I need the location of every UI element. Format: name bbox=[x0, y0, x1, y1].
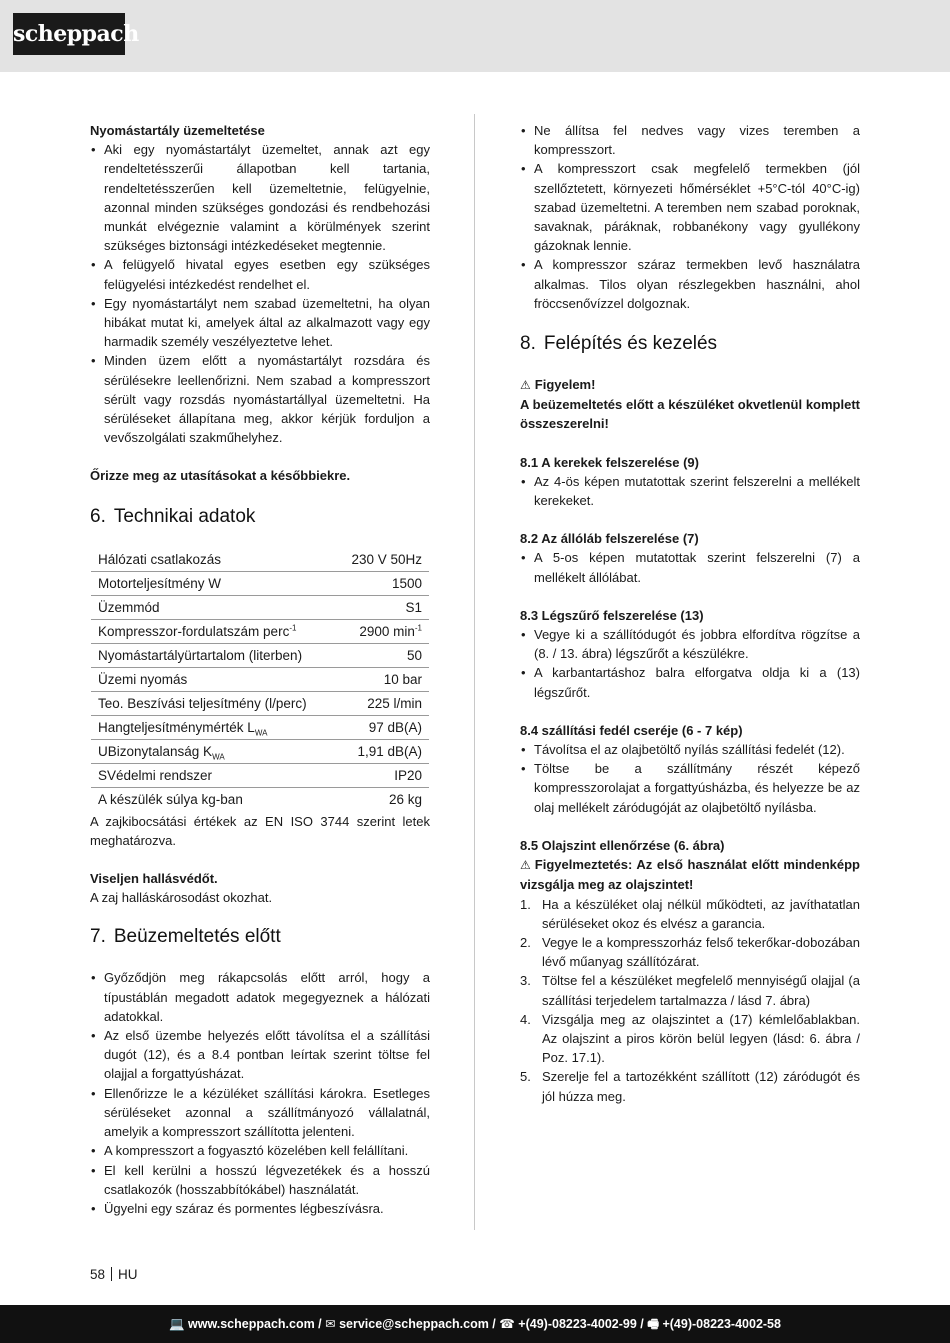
list-item: 4. Vizsgálja meg az olajszintet a (17) kémlelőablakban. Az olajszint a piros körön belül legyen (lásd: 6. ábra / Poz. 17.1). bbox=[520, 1011, 860, 1066]
table-row: Üzemi nyomás 10 bar bbox=[91, 668, 429, 692]
list-item: 5. Szerelje fel a tartozékként szállított (12) záródugót és jól húzza meg. bbox=[520, 1069, 860, 1104]
right-column bbox=[520, 121, 860, 1106]
technical-data-table bbox=[91, 548, 429, 812]
list-item: • Az első üzembe helyezés előtt távolítsa el a szállítási dugót (12), és a 8.4 pontban leírtak szerint töltse fel olajjal a forgattyúsházat. bbox=[90, 1026, 430, 1084]
list-item: • El kell kerülni a hosszú légvezetékek és a hosszú csatlakozók (hosszabbítókábel) használatát. bbox=[90, 1161, 430, 1199]
list-item: • Ügyelni egy száraz és pormentes légbeszívásra. bbox=[90, 1199, 430, 1218]
warning-icon: ⚠ bbox=[520, 378, 531, 393]
before-commissioning-list bbox=[90, 968, 430, 1218]
attention-text: A beüzemeltetés előtt a készüléket okvetlenül komplett összeszerelni! bbox=[520, 397, 860, 432]
warning-icon: ⚠ bbox=[520, 858, 531, 873]
section-heading-before-commissioning: 7. Beüzemeltetés előtt bbox=[90, 926, 281, 948]
list-item: • Aki egy nyomástartályt üzemeltet, annak azt egy rendeltetésszerűi állapotban kell tartania, rendeltetésszerűen kell üzemeltetnie, felügyelnie, azonnal minden szükséges gondozási és rendbehozási munkát elvégeznie valamint a körülmények szerint szükséges biztonsági intézkedéseket megtennie. bbox=[90, 140, 430, 255]
list-item: • Egy nyomástartályt nem szabad üzemeltetni, ha olyan hibákat mutat ki, amelyek által az alkalmazott vagy egy harmadik személy veszélyeztetve lehet. bbox=[90, 294, 430, 352]
page-number-separator bbox=[111, 1267, 112, 1281]
scheppach-logo: scheppach bbox=[13, 13, 125, 55]
list-item: • Minden üzem előtt a nyomástartályt rozsdára és sérülésekre leellenőrizni. Nem szabad a kompresszort sérült vagy rozsdás nyomástartállyal üzemeltetni. Ha sérüléseket állapítana meg, akkor kérjük forduljon a vevőszolgálati szakműhelyhez. bbox=[90, 351, 430, 447]
subsection-title-transport-cap: 8.4 szállítási fedél cseréje (6 - 7 kép) bbox=[520, 722, 743, 738]
oil-level-warning: ⚠ Figyelmeztetés: Az első használat előtt mindenképp vizsgálja meg az olajszintet! bbox=[520, 857, 860, 893]
list-item: • A karbantartáshoz balra elforgatva oldja ki a (13) légszűrőt. bbox=[520, 663, 860, 701]
page-number: 58 HU bbox=[90, 1267, 138, 1282]
column-divider bbox=[474, 114, 475, 1230]
page-header bbox=[0, 0, 950, 72]
transport-cap-list bbox=[520, 740, 860, 817]
air-filter-list bbox=[520, 625, 860, 702]
list-item: • Ellenőrizze le a kézüléket szállítási károkra. Esetleges sérüléseket azonnal a szállítmányozó vállalatnál, amelyik a kompresszort szállította jelenteni. bbox=[90, 1084, 430, 1142]
contact-footer: 💻 www.scheppach.com / ✉ service@scheppach.com / ☎ +(49)-08223-4002-99 / 🖷 +(49)-08223-4002-58 bbox=[0, 1305, 950, 1343]
list-item: • Ne állítsa fel nedves vagy vizes teremben a kompresszort. bbox=[520, 121, 860, 159]
foot-list bbox=[520, 548, 860, 586]
section-title-pressure-tank: Nyomástartály üzemeltetése bbox=[90, 123, 265, 138]
subsection-title-air-filter: 8.3 Légszűrő felszerelése (13) bbox=[520, 607, 704, 623]
left-column bbox=[90, 121, 430, 1218]
location-requirements-list bbox=[520, 121, 860, 313]
table-row: Kompresszor-fordulatszám perc$^{-1}$ 2900 $\min^{-1}$ bbox=[91, 620, 429, 644]
list-item: 1. Ha a készüléket olaj nélkül működteti, az javíthatatlan sérüléseket okoz és elvész a garancia. bbox=[520, 896, 860, 931]
list-item: • Távolítsa el az olajbetöltő nyílás szállítási fedelét (12). bbox=[520, 740, 860, 759]
keep-instructions-note: Őrizze meg az utasításokat a későbbiekre. bbox=[90, 468, 351, 484]
wheels-list bbox=[520, 472, 860, 510]
table-row: A készülék súlya kg-ban 26 kg bbox=[98, 792, 422, 808]
table-row: SVédelmi rendszer IP20 bbox=[91, 764, 429, 788]
table-row: UBizonytalanság $K_{WA}$ 1,91 dB(A) bbox=[91, 740, 429, 764]
subsection-title-wheels: 8.1 A kerekek felszerelése (9) bbox=[520, 454, 699, 470]
list-item: • A kompresszor száraz termekben levő használatra alkalmas. Tilos olyan részlegekben használni, ahol fröccsenővízzel dolgoznak. bbox=[520, 255, 860, 313]
table-row: Üzemmód S1 bbox=[91, 596, 429, 620]
noise-values-note: A zajkibocsátási értékek az EN ISO 3744 szerint letek meghatározva. bbox=[90, 813, 430, 848]
list-item: • A kompresszort a fogyasztó közelében kell felállítani. bbox=[90, 1141, 430, 1160]
list-item: • A 5-os képen mutatottak szerint felszerelni (7) a mellékelt állólábat. bbox=[520, 548, 860, 586]
table-row: Hálózati csatlakozás 230 V 50Hz bbox=[91, 548, 429, 572]
list-item: • Vegye ki a szállítódugót és jobbra elfordítva rögzítse a (8. / 13. ábra) légszűrőt a készülékre. bbox=[520, 625, 860, 663]
section-heading-assembly-operation: 8. Felépítés és kezelés bbox=[520, 333, 718, 355]
list-item: • Az 4-ös képen mutatottak szerint felszerelni a mellékelt kerekeket. bbox=[520, 472, 860, 510]
list-item: • Töltse be a szállítmány részét képező kompresszorolajat a forgattyúsházba, és helyezze be az olaj mellékelt záródugóját az olajbetöltő nyílásba. bbox=[520, 759, 860, 817]
subsection-title-oil-level: 8.5 Olajszint ellenőrzése (6. ábra) bbox=[520, 837, 725, 853]
table-row: Hangteljesítménymérték $L_{WA}$ 97 dB(A) bbox=[91, 716, 429, 740]
table-row: Nyomástartályürtartalom (literben) 50 bbox=[91, 644, 429, 668]
pressure-tank-list bbox=[90, 140, 430, 447]
section-heading-technical-data: 6. Technikai adatok bbox=[90, 505, 256, 527]
list-item: 3. Töltse fel a készüléket megfelelő mennyiségű olajjal (a szállítási terjedelem tartalmazza / lásd 7. ábra) bbox=[520, 973, 860, 1008]
table-row: Motorteljesítmény W 1500 bbox=[91, 572, 429, 596]
list-item: • Győződjön meg rákapcsolás előtt arról, hogy a típustáblán megadott adatok megegyeznek a hálózati adatokkal. bbox=[90, 968, 430, 1026]
table-row: Teo. Beszívási teljesítmény (l/perc) 225 l/min bbox=[91, 692, 429, 716]
hearing-protection-text: A zaj halláskárosodást okozhat. bbox=[90, 890, 273, 906]
list-item: • A kompresszort csak megfelelő termekben (jól szellőztetett, környezeti hőmérséklet +5°C-tól 40°C-ig) szabad üzemeltetni. A teremben nem szabad poroknak, savaknak, páráknak, robbanékony vagy gyullékony gázoknak lennie. bbox=[520, 159, 860, 255]
list-item: • A felügyelő hivatal egyes esetben egy szükséges felügyelési intézkedést rendelhet el. bbox=[90, 255, 430, 293]
hearing-protection-title: Viseljen hallásvédőt. bbox=[90, 871, 218, 887]
subsection-title-foot: 8.2 Az állóláb felszerelése (7) bbox=[520, 531, 699, 547]
list-item: 2. Vegye le a kompresszorház felső tekerőkar-dobozában lévő műanyag szállítózárat. bbox=[520, 934, 860, 970]
attention-title: ⚠ Figyelem! bbox=[520, 375, 860, 395]
oil-level-steps bbox=[520, 895, 860, 1106]
